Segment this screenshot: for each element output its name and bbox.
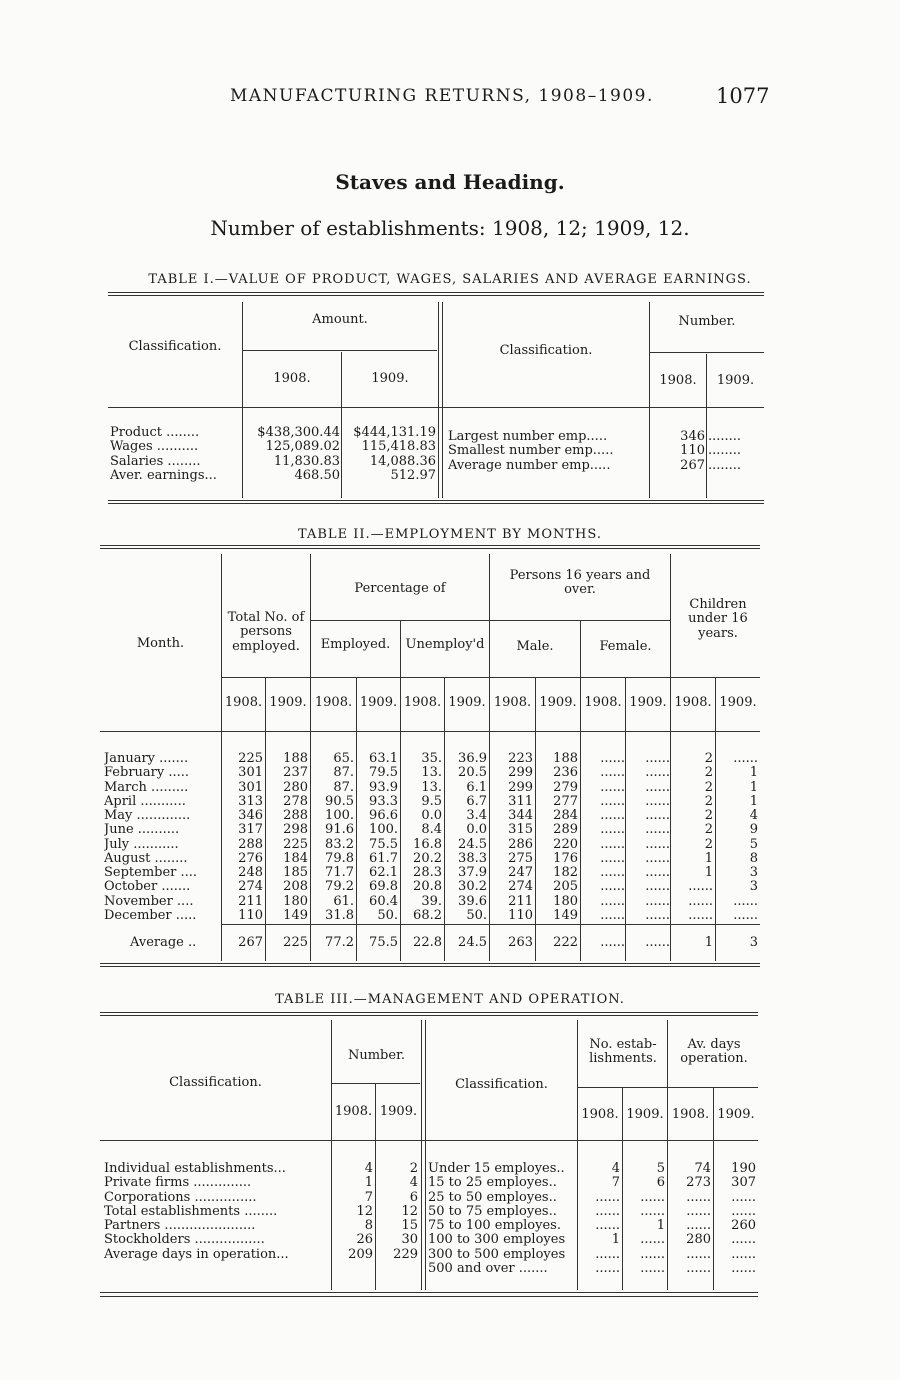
- table2-cell: 3.4: [466, 809, 487, 823]
- table3-cell: 2: [409, 1161, 418, 1176]
- table2-year: 1909.: [719, 695, 757, 710]
- table2-cell: 279: [553, 781, 578, 795]
- table2-year: 1908.: [403, 695, 442, 710]
- table2-cell: ......: [688, 895, 713, 909]
- table2-cell: 188: [283, 752, 308, 766]
- table2-cell: 313: [238, 795, 263, 809]
- table3-cell: 12: [401, 1204, 418, 1219]
- table2-cell: 284: [553, 809, 578, 823]
- table2-cell: ......: [733, 752, 758, 766]
- table2-cell: 0.0: [466, 823, 487, 837]
- table2-cell: 236: [553, 766, 578, 780]
- table2-month-label: April ...........: [104, 795, 186, 809]
- table3-row-label: Average days in operation...: [104, 1248, 289, 1262]
- table2-cell: 68.2: [413, 909, 442, 923]
- table2-header-employed: Employed.: [320, 637, 391, 652]
- table2-cell: 79.5: [369, 766, 398, 780]
- table3-header-no-estab: No. estab-lishments.: [589, 1037, 657, 1067]
- table3-cell: 1: [364, 1175, 373, 1190]
- table2-cell: 301: [238, 766, 263, 780]
- table2-cell: 180: [553, 895, 578, 909]
- table3-cell: ......: [731, 1248, 756, 1262]
- table2-cell: ......: [688, 880, 713, 894]
- table1-cell: $444,131.19: [353, 425, 436, 440]
- table3-cell: ......: [595, 1262, 620, 1276]
- page-header: [0, 86, 900, 116]
- table2-cell: ......: [600, 838, 625, 852]
- table2-month-label: October .......: [104, 880, 191, 894]
- table2-cell: 65.: [333, 752, 354, 766]
- table2-cell: 276: [238, 852, 263, 866]
- table3-header-number: Number.: [347, 1048, 405, 1063]
- table2-cell: 50.: [466, 909, 487, 923]
- table2-cell: 20.8: [413, 880, 442, 894]
- table2-year: 1908.: [493, 695, 532, 710]
- table2-cell: 288: [238, 838, 263, 852]
- page-title: Staves and Heading.: [335, 170, 565, 194]
- table2-cell: 247: [508, 866, 533, 880]
- table2-cell: 5: [749, 838, 758, 852]
- table2-month-label: May .............: [104, 809, 191, 823]
- table3-cell: 6: [409, 1190, 418, 1205]
- table2-cell: 286: [508, 838, 533, 852]
- table2-cell: ......: [645, 766, 670, 780]
- table2-header-children: Children under 16 years.: [688, 597, 748, 641]
- table3-year: 1908.: [334, 1104, 373, 1119]
- table2-cell: 315: [508, 823, 533, 837]
- table2-cell: 2: [704, 809, 713, 823]
- table3-cell: 260: [731, 1219, 756, 1233]
- table2-cell: 288: [283, 809, 308, 823]
- table2-cell: 31.8: [325, 909, 354, 923]
- page-subtitle: Number of establishments: 1908, 12; 1909, 12.: [210, 216, 690, 240]
- table3-row-label: 300 to 500 employes: [428, 1248, 566, 1262]
- table3-year: 1909.: [379, 1104, 418, 1119]
- table2-cell: 278: [283, 795, 308, 809]
- table2-cell: 61.7: [369, 852, 398, 866]
- table2-cell: 6.7: [466, 795, 487, 809]
- table2-cell: ......: [645, 866, 670, 880]
- table2-cell: 2: [704, 838, 713, 852]
- table2-cell: 237: [283, 766, 308, 780]
- table2-cell: 205: [553, 880, 578, 894]
- table2-cell: 100.: [325, 809, 354, 823]
- table3-cell: 1: [656, 1219, 665, 1233]
- table2-year: 1909.: [539, 695, 577, 710]
- table2-month-label: March .........: [104, 781, 189, 795]
- table3-cell: ......: [595, 1205, 620, 1219]
- table2-cell: 110: [508, 909, 533, 923]
- table2-cell: 280: [283, 781, 308, 795]
- table3-cell: ......: [686, 1219, 711, 1233]
- table2-cell: ......: [645, 895, 670, 909]
- table3-cell: ......: [686, 1262, 711, 1276]
- table2-cell: 79.2: [325, 880, 354, 894]
- table2-average-cell: 22.8: [413, 936, 442, 950]
- table1-cell: ........: [708, 459, 742, 473]
- table1-header-classification: Classification.: [128, 339, 222, 354]
- table2-cell: 96.6: [369, 809, 398, 823]
- table2-cell: 274: [508, 880, 533, 894]
- table2-cell: 225: [283, 838, 308, 852]
- table1-cell: $438,300.44: [257, 425, 340, 440]
- table3-row-label: Individual establishments...: [104, 1162, 286, 1176]
- table2-cell: ......: [600, 809, 625, 823]
- table2-cell: ......: [645, 809, 670, 823]
- table2-cell: 6.1: [466, 781, 487, 795]
- table2-cell: 277: [553, 795, 578, 809]
- table2-cell: 188: [553, 752, 578, 766]
- table2-year: 1908.: [584, 695, 622, 710]
- table1-cell: 512.97: [390, 468, 436, 483]
- table2-cell: 248: [238, 866, 263, 880]
- table3-row-label: Under 15 employes..: [428, 1162, 565, 1176]
- table2-cell: 301: [238, 781, 263, 795]
- table1-row-label: Average number emp.....: [448, 459, 611, 473]
- table2-year: 1909.: [269, 695, 307, 710]
- table3-cell: 6: [656, 1176, 665, 1190]
- table2-cell: 91.6: [325, 823, 354, 837]
- table2-cell: 61.: [333, 895, 354, 909]
- table2-cell: 38.3: [458, 852, 487, 866]
- table2-cell: ......: [600, 852, 625, 866]
- table1-cell: 14,088.36: [369, 454, 436, 469]
- table1-cell: 110: [680, 443, 705, 458]
- table1-caption: TABLE I.—VALUE OF PRODUCT, WAGES, SALARIES AND AVERAGE EARNINGS.: [148, 272, 752, 287]
- table2-cell: 79.8: [325, 852, 354, 866]
- table2-cell: 220: [553, 838, 578, 852]
- table3-cell: 229: [393, 1247, 418, 1262]
- table2-cell: ......: [600, 823, 625, 837]
- table2-cell: 60.4: [369, 895, 398, 909]
- table3-row-label: Private firms ..............: [104, 1176, 252, 1190]
- table1-row-label: Aver. earnings...: [110, 469, 217, 483]
- table2-cell: 2: [704, 823, 713, 837]
- table2-cell: 35.: [421, 752, 442, 766]
- table2-cell: 8.4: [421, 823, 442, 837]
- table2-header-male: Male.: [516, 639, 554, 654]
- table2-cell: 3: [749, 880, 758, 894]
- table3-header-classification-2: Classification.: [455, 1077, 548, 1092]
- table3-cell: 4: [611, 1162, 620, 1176]
- table3-cell: ......: [640, 1191, 665, 1205]
- table1-header-classification-2: Classification.: [499, 343, 593, 358]
- running-title: MANUFACTURING RETURNS, 1908–1909.: [230, 86, 654, 106]
- table2-cell: 299: [508, 781, 533, 795]
- table3-year: 1909.: [717, 1107, 755, 1122]
- table2-cell: 87.: [333, 781, 354, 795]
- table2-cell: 83.2: [325, 838, 354, 852]
- table3-row-label: Partners ......................: [104, 1219, 256, 1233]
- table2-cell: ......: [645, 880, 670, 894]
- table1-row-label: Wages ..........: [110, 440, 199, 454]
- table3-row-label: 50 to 75 employes..: [428, 1205, 557, 1219]
- table1-header-num-1909: 1909.: [716, 373, 755, 388]
- table1-row-label: Largest number emp.....: [448, 430, 608, 444]
- table1-cell: 125,089.02: [265, 439, 340, 454]
- table3-year: 1908.: [671, 1107, 710, 1122]
- table2-cell: 2: [704, 766, 713, 780]
- table3-cell: 7: [611, 1176, 620, 1190]
- table2-cell: 75.5: [369, 838, 398, 852]
- table2-cell: 1: [749, 766, 758, 780]
- table1-header-num-1908: 1908.: [659, 373, 697, 388]
- table2-cell: 1: [704, 866, 713, 880]
- table2-cell: 289: [553, 823, 578, 837]
- table2-cell: 1: [704, 852, 713, 866]
- table2-header-persons16: Persons 16 years and over.: [509, 568, 651, 598]
- table2-cell: ......: [645, 752, 670, 766]
- table2-cell: 20.5: [458, 766, 487, 780]
- table3-cell: 12: [356, 1204, 373, 1219]
- table2-average-cell: 222: [553, 936, 578, 950]
- table2-cell: ......: [600, 895, 625, 909]
- table2-month-label: June ..........: [104, 823, 180, 837]
- table2-cell: 9: [749, 823, 758, 837]
- table3-cell: 307: [731, 1176, 756, 1190]
- table1-cell: ........: [708, 430, 742, 444]
- table3-header-classification: Classification.: [169, 1075, 262, 1090]
- table2-cell: 223: [508, 752, 533, 766]
- table3-cell: ......: [686, 1248, 711, 1262]
- table3-cell: ......: [595, 1191, 620, 1205]
- table2-cell: 87.: [333, 766, 354, 780]
- table3-row-label: Total establishments ........: [104, 1205, 278, 1219]
- table2-cell: 9.5: [421, 795, 442, 809]
- table1-header-1908: 1908.: [273, 371, 311, 386]
- table2-cell: 39.6: [458, 895, 487, 909]
- table2-average-cell: 1: [704, 936, 713, 950]
- table2-cell: 37.9: [458, 866, 487, 880]
- table3-cell: 209: [348, 1247, 373, 1262]
- table2-cell: ......: [600, 781, 625, 795]
- table2-cell: 93.3: [369, 795, 398, 809]
- table3-cell: ......: [640, 1205, 665, 1219]
- table2-cell: 90.5: [325, 795, 354, 809]
- table3-row-label: Corporations ...............: [104, 1191, 257, 1205]
- table2-month-label: February .....: [104, 766, 190, 780]
- table2-cell: 299: [508, 766, 533, 780]
- table2-cell: 317: [238, 823, 263, 837]
- table2-cell: ......: [645, 852, 670, 866]
- table2-cell: 225: [238, 752, 263, 766]
- table2-average-cell: 267: [238, 936, 263, 950]
- table2-cell: 100.: [369, 823, 398, 837]
- table3-cell: 4: [364, 1161, 373, 1176]
- table2-average-cell: ......: [645, 936, 670, 950]
- table3-cell: 280: [686, 1233, 711, 1247]
- table3-cell: ......: [640, 1248, 665, 1262]
- table3-cell: 5: [656, 1162, 665, 1176]
- table2-cell: 16.8: [413, 838, 442, 852]
- table1-cell: 346: [680, 429, 705, 444]
- table3-cell: ......: [686, 1205, 711, 1219]
- table3-cell: ......: [731, 1191, 756, 1205]
- table2-cell: ......: [600, 752, 625, 766]
- table3-cell: ......: [731, 1233, 756, 1247]
- table2-cell: ......: [645, 795, 670, 809]
- table2-cell: ......: [600, 880, 625, 894]
- table2-month-label: August ........: [104, 852, 188, 866]
- table3-cell: 4: [409, 1175, 418, 1190]
- table2-cell: 149: [283, 909, 308, 923]
- table2-header-total: Total No. of persons employed.: [227, 610, 305, 654]
- table2-month-label: December .....: [104, 909, 197, 923]
- table3-caption: TABLE III.—MANAGEMENT AND OPERATION.: [275, 992, 625, 1007]
- table2-cell: 39.: [421, 895, 442, 909]
- table2-cell: 211: [508, 895, 533, 909]
- table3-cell: 190: [731, 1162, 756, 1176]
- table2-cell: ......: [600, 909, 625, 923]
- table2-caption: TABLE II.—EMPLOYMENT BY MONTHS.: [298, 527, 602, 542]
- table2-cell: 184: [283, 852, 308, 866]
- table2-average-cell: 225: [283, 936, 308, 950]
- table2-cell: 13.: [421, 781, 442, 795]
- table2-average-cell: 77.2: [325, 936, 354, 950]
- table2-cell: 30.2: [458, 880, 487, 894]
- table2-cell: ......: [600, 766, 625, 780]
- table2-cell: 20.2: [413, 852, 442, 866]
- table2-cell: 2: [704, 795, 713, 809]
- table2-cell: 13.: [421, 766, 442, 780]
- table1-header-number: Number.: [678, 314, 736, 329]
- table3-cell: 15: [401, 1218, 418, 1233]
- table2-average-cell: 24.5: [458, 936, 487, 950]
- table3-cell: ......: [731, 1262, 756, 1276]
- table2-cell: 0.0: [421, 809, 442, 823]
- table2-month-label: November ....: [104, 895, 194, 909]
- table2-cell: ......: [645, 838, 670, 852]
- table3-cell: ......: [686, 1191, 711, 1205]
- table3-cell: ......: [640, 1262, 665, 1276]
- table2-cell: 2: [704, 781, 713, 795]
- table2-year: 1909.: [359, 695, 398, 710]
- table2-cell: 185: [283, 866, 308, 880]
- table3-row-label: 15 to 25 employes..: [428, 1176, 557, 1190]
- table2-header-percentage: Percentage of: [354, 581, 446, 596]
- table2-cell: 110: [238, 909, 263, 923]
- table3-row-label: 100 to 300 employes: [428, 1233, 566, 1247]
- table3-cell: 26: [356, 1232, 373, 1247]
- table1-cell: 267: [680, 458, 705, 473]
- table2-cell: 346: [238, 809, 263, 823]
- page-number: 1077: [716, 84, 770, 108]
- table3-cell: 30: [401, 1232, 418, 1247]
- table2-month-label: January .......: [104, 752, 189, 766]
- table3-year: 1909.: [626, 1107, 664, 1122]
- table2-cell: 4: [749, 809, 758, 823]
- table3-cell: 74: [694, 1162, 711, 1176]
- table1-cell: 115,418.83: [361, 439, 436, 454]
- table2-cell: 274: [238, 880, 263, 894]
- table2-cell: ......: [733, 895, 758, 909]
- table1-row-label: Smallest number emp.....: [448, 444, 614, 458]
- table2-cell: 36.9: [458, 752, 487, 766]
- table2-cell: 8: [749, 852, 758, 866]
- table2-year: 1908.: [674, 695, 712, 710]
- table1-header-1909: 1909.: [371, 371, 409, 386]
- table2-average-cell: ......: [600, 936, 625, 950]
- table2-cell: 180: [283, 895, 308, 909]
- table2-cell: 208: [283, 880, 308, 894]
- table3-header-av-days: Av. days operation.: [680, 1037, 748, 1067]
- table2-year: 1908.: [224, 695, 263, 710]
- table2-cell: 50.: [377, 909, 398, 923]
- table2-cell: ......: [645, 781, 670, 795]
- table3-cell: 7: [364, 1190, 373, 1205]
- table2-cell: 149: [553, 909, 578, 923]
- table2-cell: 28.3: [413, 866, 442, 880]
- table3-cell: ......: [731, 1205, 756, 1219]
- table2-cell: 71.7: [325, 866, 354, 880]
- table3-cell: 1: [611, 1233, 620, 1247]
- table2-year: 1909.: [629, 695, 667, 710]
- table3-row-label: 500 and over .......: [428, 1262, 548, 1276]
- table3-row-label: Stockholders .................: [104, 1233, 265, 1247]
- table3-row-label: 25 to 50 employes..: [428, 1191, 557, 1205]
- table2-cell: 182: [553, 866, 578, 880]
- table1-cell: 468.50: [294, 468, 340, 483]
- table3-cell: 8: [364, 1218, 373, 1233]
- table3-cell: ......: [595, 1219, 620, 1233]
- table3-cell: ......: [595, 1248, 620, 1262]
- table2-year: 1908.: [314, 695, 353, 710]
- table2-cell: ......: [733, 909, 758, 923]
- table2-cell: 93.9: [369, 781, 398, 795]
- table2-average-cell: 3: [749, 936, 758, 950]
- table2-cell: 62.1: [369, 866, 398, 880]
- table2-cell: ......: [645, 823, 670, 837]
- table3-cell: ......: [640, 1233, 665, 1247]
- table3-row-label: 75 to 100 employes.: [428, 1219, 561, 1233]
- table2-cell: 1: [749, 781, 758, 795]
- table2-cell: 176: [553, 852, 578, 866]
- table2-month-label: September ....: [104, 866, 198, 880]
- table2-cell: 69.8: [369, 880, 398, 894]
- table2-header-unemployed: Unemploy'd: [405, 637, 485, 652]
- table3-cell: 273: [686, 1176, 711, 1190]
- table2-cell: 344: [508, 809, 533, 823]
- table2-cell: 3: [749, 866, 758, 880]
- table2-cell: 275: [508, 852, 533, 866]
- table2-average-cell: 263: [508, 936, 533, 950]
- table2-cell: 211: [238, 895, 263, 909]
- table2-header-female: Female.: [599, 639, 652, 654]
- table1-cell: 11,830.83: [273, 454, 340, 469]
- table2-cell: ......: [688, 909, 713, 923]
- table2-cell: ......: [645, 909, 670, 923]
- table3-year: 1908.: [581, 1107, 619, 1122]
- table2-cell: 311: [508, 795, 533, 809]
- table1-header-amount: Amount.: [312, 312, 368, 327]
- table2-cell: 1: [749, 795, 758, 809]
- table2-header-month: Month.: [136, 636, 185, 651]
- table2-year: 1909.: [448, 695, 486, 710]
- table2-cell: ......: [600, 795, 625, 809]
- table2-average-label: Average ..: [130, 935, 197, 950]
- table1-row-label: Salaries ........: [110, 455, 201, 469]
- table2-cell: 24.5: [458, 838, 487, 852]
- table1-row-label: Product ........: [110, 426, 200, 440]
- table2-month-label: July ...........: [104, 838, 179, 852]
- table2-cell: ......: [600, 866, 625, 880]
- table2-average-cell: 75.5: [369, 936, 398, 950]
- table1-cell: ........: [708, 444, 742, 458]
- table2-cell: 2: [704, 752, 713, 766]
- table2-cell: 63.1: [369, 752, 398, 766]
- table2-cell: 298: [283, 823, 308, 837]
